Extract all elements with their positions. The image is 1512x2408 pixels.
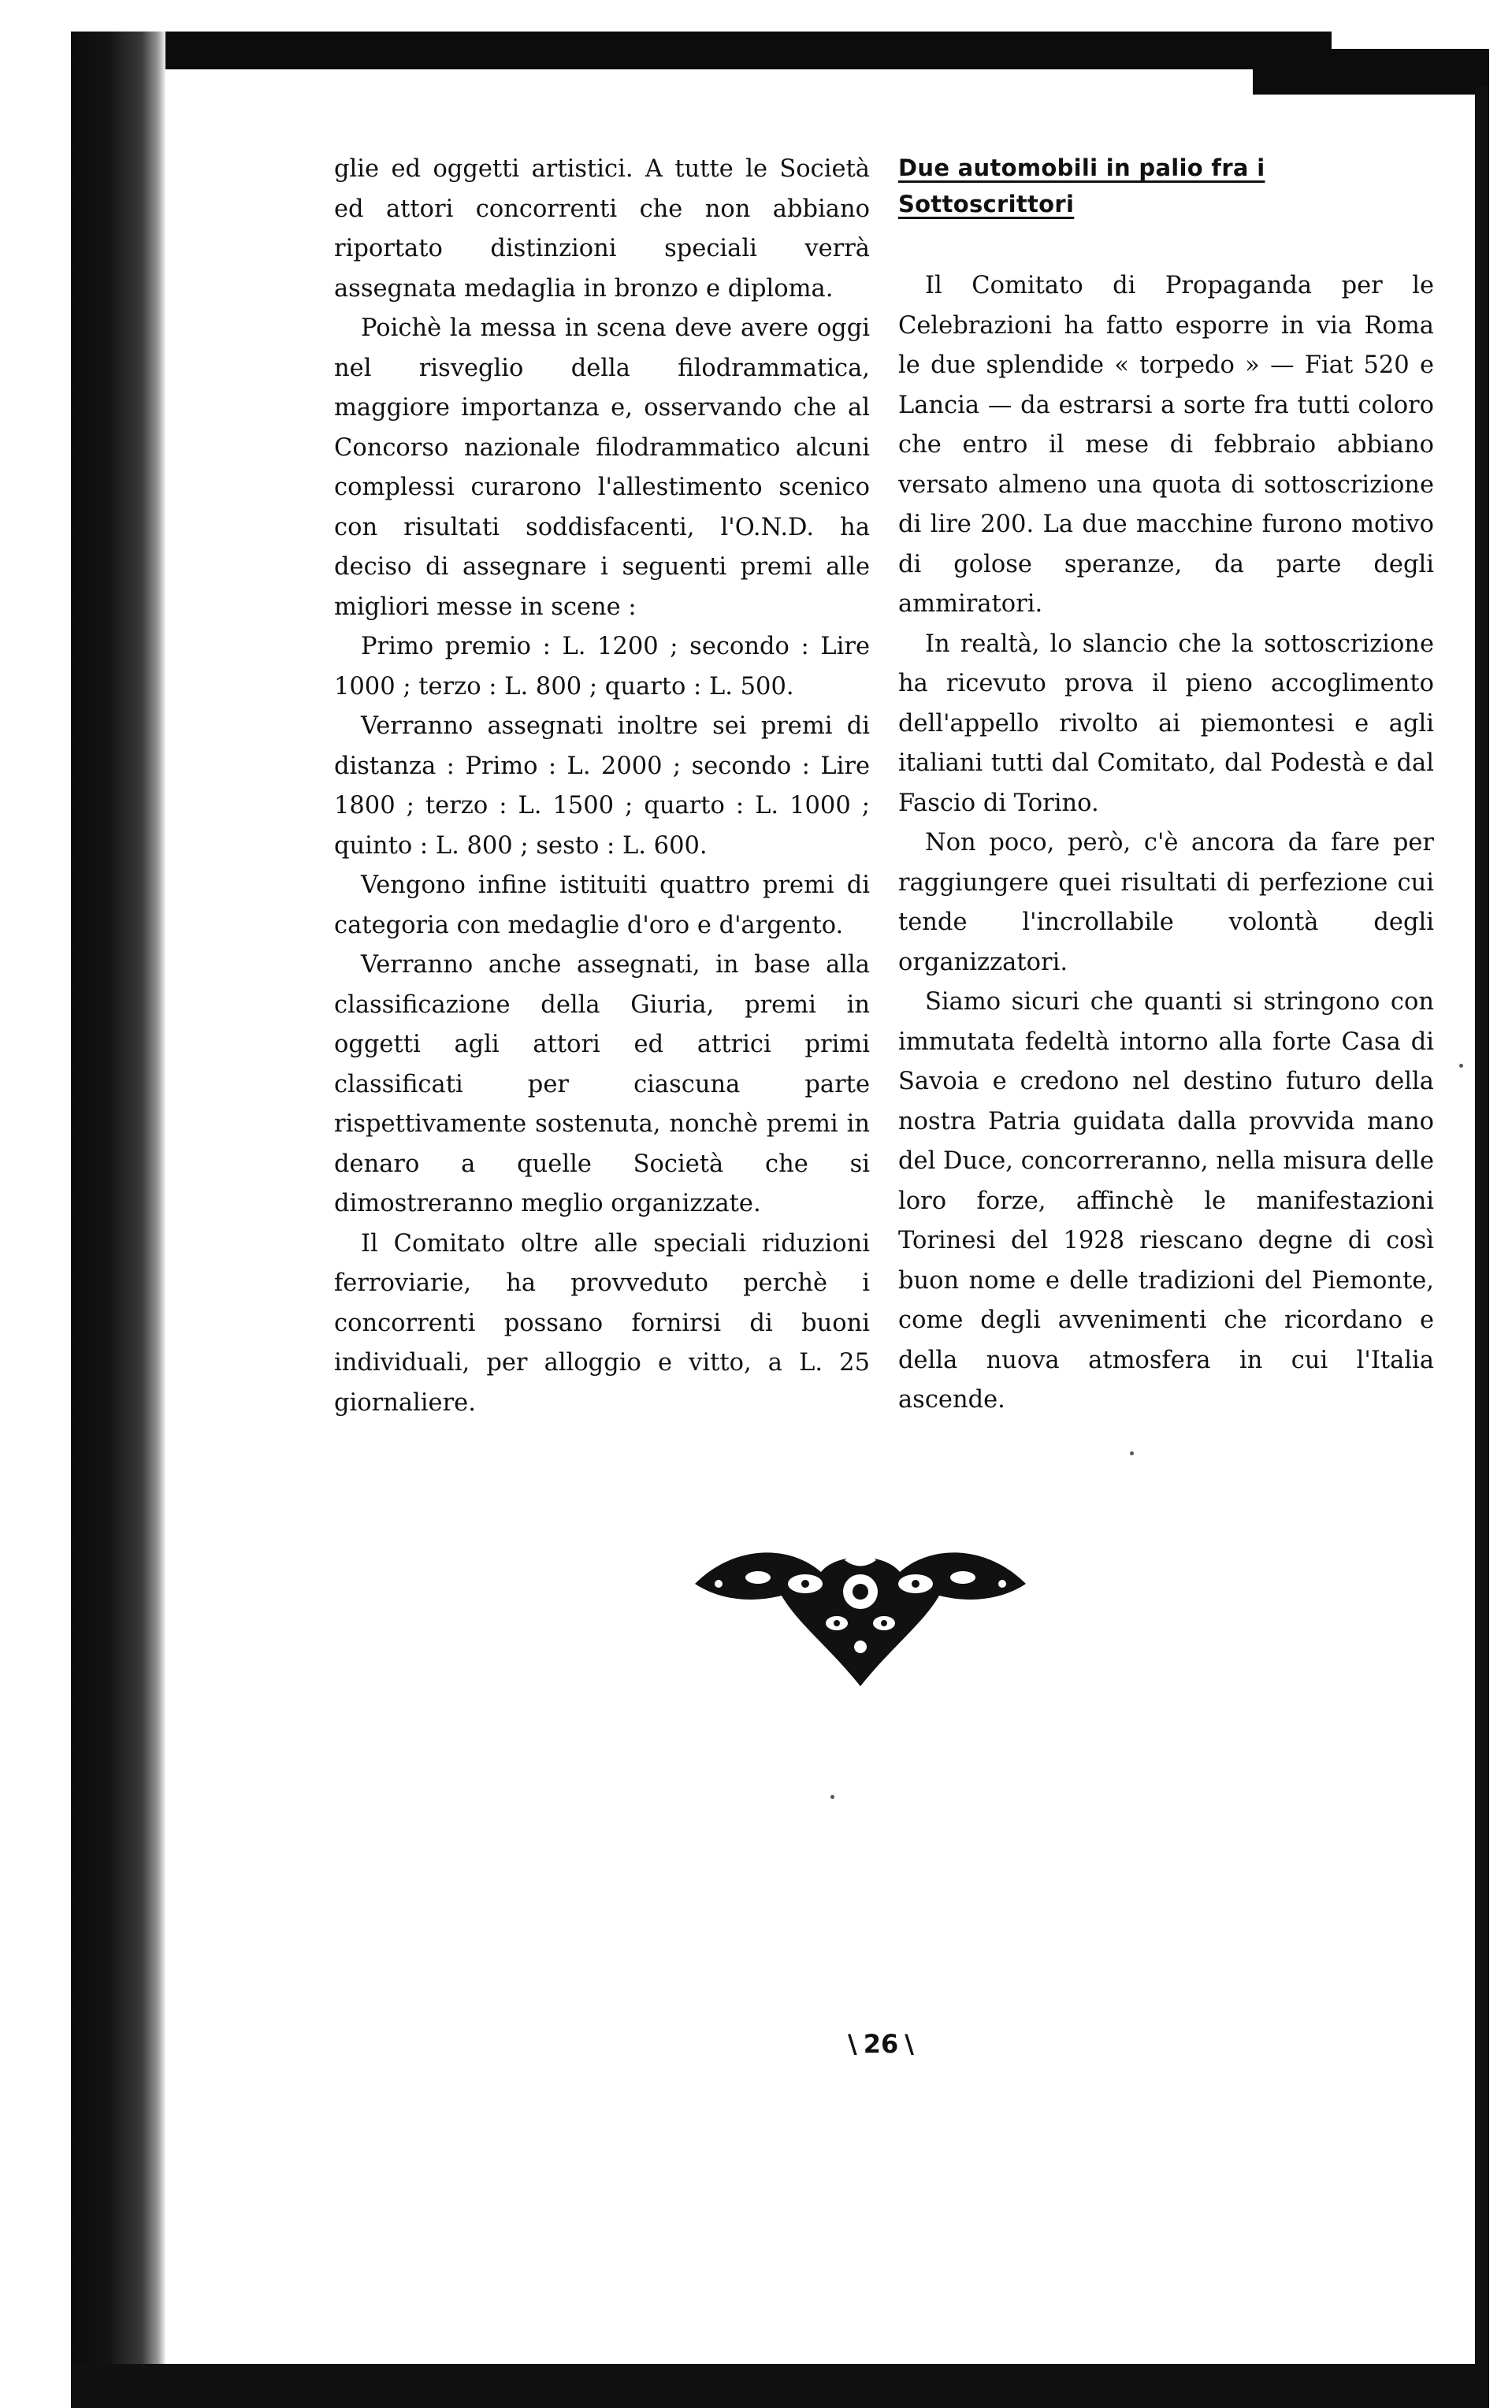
scan-bottom-border — [71, 2364, 1489, 2408]
scan-speck — [1459, 1064, 1463, 1068]
page-number — [818, 2029, 944, 2059]
right-paragraph: Non poco, però, c'è ancora da fare per raggiungere quei risultati di perfezione cui tende l'incrollabile volontà degli organizzatori. — [898, 829, 1434, 976]
scan-top-right-border — [1253, 49, 1489, 95]
floral-ornament-icon — [687, 1529, 1034, 1702]
scan-left-border — [71, 32, 165, 2364]
right-paragraph: In realtà, lo slancio che la sottoscrizione ha ricevuto prova il pieno accoglimento dell'appello rivolto ai piemontesi e agli italiani tutti dal Comitato, dal Podestà e dal Fascio di Torino. — [898, 630, 1434, 817]
page-number-left-mark: \ — [848, 2029, 857, 2059]
section-title: Due automobili in palio fra i Sottoscrittori — [898, 154, 1265, 217]
scan-top-border — [71, 32, 1332, 69]
scan-speck — [1130, 1451, 1134, 1455]
left-paragraph: Verranno assegnati inoltre sei premi di distanza : Primo : L. 2000 ; secondo : Lire 1800 ; terzo : L. 1500 ; quarto : L. 1000 ; quinto : L. 800 ; sesto : L. 600. — [334, 712, 870, 860]
left-paragraph: Il Comitato oltre alle speciali riduzioni ferroviarie, ha provveduto perchè i concorrenti possano fornirsi di buoni individuali, per alloggio e vitto, a L. 25 giornaliere. — [334, 1229, 870, 1417]
page-number-right-mark: \ — [905, 2029, 914, 2059]
page-number-value: 26 — [863, 2029, 899, 2059]
scan-left-margin — [0, 0, 71, 2408]
left-paragraph: Primo premio : L. 1200 ; secondo : Lire 1000 ; terzo : L. 800 ; quarto : L. 500. — [334, 633, 870, 700]
right-column — [898, 150, 1434, 1421]
scan-speck — [830, 1795, 834, 1799]
left-column — [334, 150, 870, 1423]
right-paragraph: Il Comitato di Propaganda per le Celebrazioni ha fatto esporre in via Roma le due splendide « torpedo » — Fiat 520 e Lancia — da estrarsi a sorte fra tutti coloro che entro il mese di febbraio abbiano versato almeno una quota di sottoscrizione di lire 200. La due macchine furono motivo di golose speranze, da parte degli ammiratori. — [898, 272, 1434, 618]
right-paragraph: Siamo sicuri che quanti si stringono con immutata fedeltà intorno alla forte Casa di Savoia e credono nel destino futuro della nostra Patria guidata dalla provvida mano del Duce, concorreranno, nella misura delle loro forze, affinchè le manifestazioni Torinesi del 1928 riescano degne di così buon nome e delle tradizioni del Piemonte, come degli avvenimenti che ricordano e della nuova atmosfera in cui l'Italia ascende. — [898, 988, 1434, 1414]
left-paragraph: Verranno anche assegnati, in base alla classificazione della Giuria, premi in oggetti agli attori ed attrici primi classificati per ciascuna parte rispettivamente sostenuta, nonchè premi in denaro a quelle Società che si dimostreranno meglio organizzate. — [334, 951, 870, 1217]
left-paragraph: glie ed oggetti artistici. A tutte le Società ed attori concorrenti che non abbiano riportato distinzioni speciali verrà assegnata medaglia in bronzo e diploma. — [334, 155, 870, 303]
left-paragraph: Poichè la messa in scena deve avere oggi nel risveglio della filodrammatica, maggiore importanza e, osservando che al Concorso nazionale filodrammatico alcuni complessi curarono l'allestimento scenico con risultati soddisfacenti, l'O.N.D. ha deciso di assegnare i seguenti premi alle migliori messe in scene : — [334, 314, 870, 621]
left-paragraph: Vengono infine istituiti quattro premi di categoria con medaglie d'oro e d'argento. — [334, 871, 870, 939]
scan-right-border — [1475, 87, 1489, 2408]
